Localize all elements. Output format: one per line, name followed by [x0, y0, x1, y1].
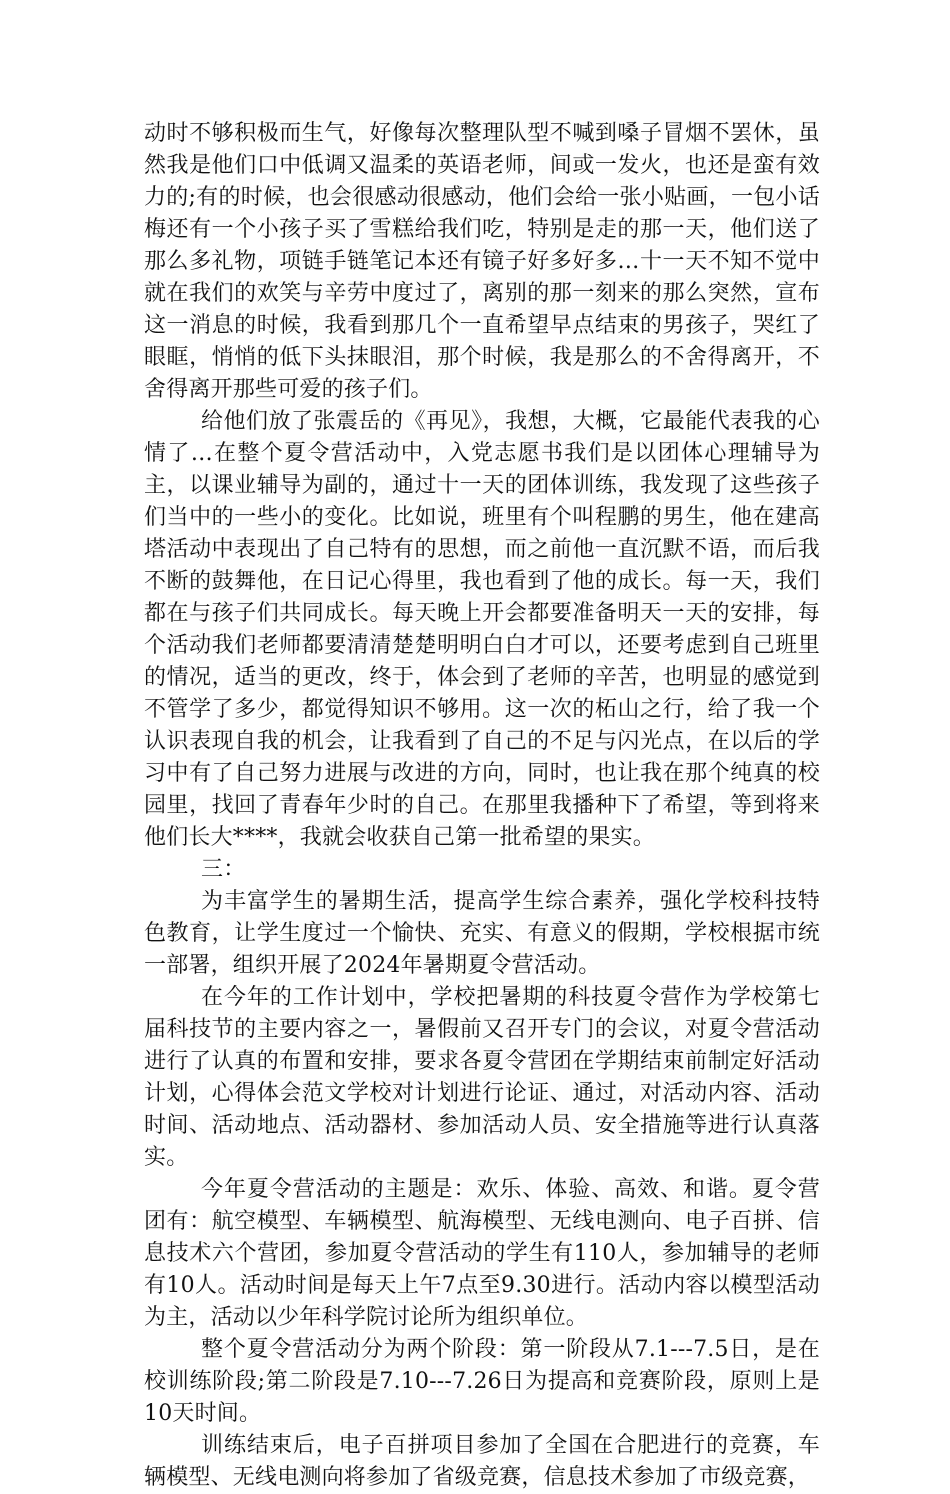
paragraph-competitions: 训练结束后，电子百拼项目参加了全国在合肥进行的竞赛，车辆模型、无线电测向将参加了省级竞赛，信息技术参加了市级竞赛， [144, 1433, 820, 1490]
paragraph-work-plan: 在今年的工作计划中，学校把暑期的科技夏令营作为学校第七届科技节的主要内容之一，暑假前又召开专门的会议，对夏令营活动进行了认真的布置和安排，要求各夏令营团在学期结束前制定好活动计划，心得体会范文学校对计划进行论证、通过，对活动内容、活动时间、活动地点、活动器材、参加活动人员、安全措施等进行认真落实。 [144, 985, 820, 1170]
paragraph-summer-camp-intro: 为丰富学生的暑期生活，提高学生综合素养，强化学校科技特色教育，让学生度过一个愉快、充实、有意义的假期，学校根据市统一部署，组织开展了2024年暑期夏令营活动。 [144, 889, 820, 978]
section-heading-three: 三： [201, 857, 246, 882]
paragraph-farewell-song: 给他们放了张震岳的《再见》，我想，大概，它最能代表我的心情了…在整个夏令营活动中，入党志愿书我们是以团体心理辅导为主，以课业辅导为副的，通过十一天的团体训练，我发现了这些孩子们当中的一些小的变化。比如说，班里有个叫程鹏的男生，他在建高塔活动中表现出了自己特有的思想，而之前他一直沉默不语，而后我不断的鼓舞他，在日记心得里，我也看到了他的成长。每一天，我们都在与孩子们共同成长。每天晚上开会都要准备明天一天的安排，每个活动我们老师都要清清楚楚明明白白才可以，还要考虑到自己班里的情况，适当的更改，终于，体会到了老师的辛苦，也明显的感觉到不管学了多少，都觉得知识不够用。这一次的柘山之行，给了我一个认识表现自我的机会，让我看到了自己的不足与闪光点，在以后的学习中有了自己努力进展与改进的方向，同时，也让我在那个纯真的校园里，找回了青春年少时的自己。在那里我播种下了希望，等到将来他们长大****，我就会收获自己第一批希望的果实。 [144, 409, 820, 850]
paragraph-camp-stages: 整个夏令营活动分为两个阶段：第一阶段从7.1---7.5日，是在校训练阶段;第二阶段是7.10---7.26日为提高和竞赛阶段，原则上是10天时间。 [144, 1337, 820, 1426]
paragraph-continuation: 动时不够积极而生气，好像每次整理队型不喊到嗓子冒烟不罢休，虽然我是他们口中低调又温柔的英语老师，间或一发火，也还是蛮有效力的;有的时候，也会很感动很感动，他们会给一张小贴画，一包小话梅还有一个小孩子买了雪糕给我们吃，特别是走的那一天，他们送了那么多礼物，项链手链笔记本还有镜子好多好多…十一天不知不觉中就在我们的欢笑与辛劳中度过了，离别的那一刻来的那么突然，宣布这一消息的时候，我看到那几个一直希望早点结束的男孩子，哭红了眼眶，悄悄的低下头抹眼泪，那个时候，我是那么的不舍得离开，不舍得离开那些可爱的孩子们。 [144, 121, 820, 402]
paragraph-camp-theme: 今年夏令营活动的主题是：欢乐、体验、高效、和谐。夏令营团有：航空模型、车辆模型、航海模型、无线电测向、电子百拼、信息技术六个营团，参加夏令营活动的学生有110人，参加辅导的老师有10人。活动时间是每天上午7点至9.30进行。活动内容以模型活动为主，活动以少年科学院讨论所为组织单位。 [144, 1177, 820, 1330]
document-page [144, 118, 820, 1494]
